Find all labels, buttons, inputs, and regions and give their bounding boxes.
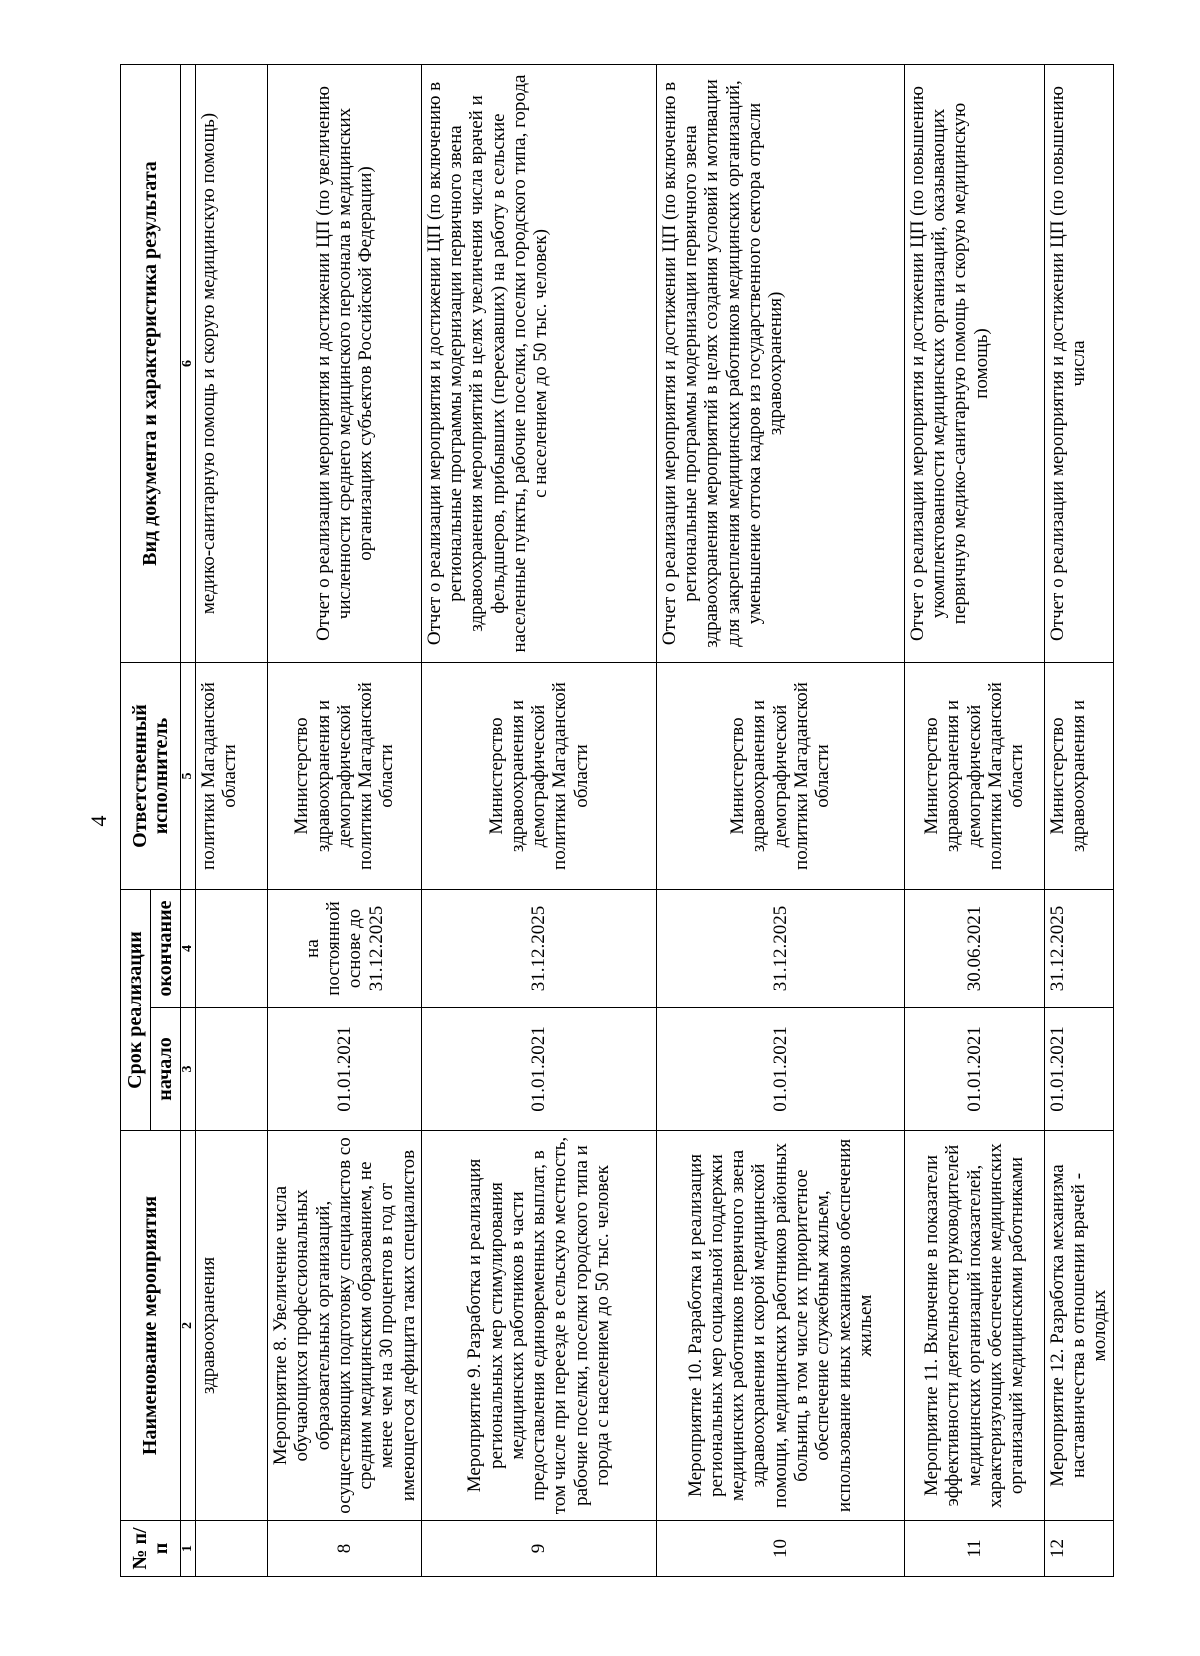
row-doc: Отчет о реализации мероприятия и достижении ЦП (по повышению укомплектованности медицинских организаций, оказывающих первичную медико-санитарную помощь и скорую медицинскую помощь): [904, 65, 1044, 663]
column-number: 6: [181, 65, 196, 663]
table-row: [421, 65, 656, 1577]
row-doc: Отчет о реализации мероприятия и достижении ЦП (по включению в региональные программы модернизации первичного звена здравоохранения мероприятий в целях создания условий и мотивации для закрепления медицинских работников медицинских организаций, уменьшение оттока кадров из государственного сектора отрасли здравоохранения): [656, 65, 904, 663]
row-doc: Отчет о реализации мероприятия и достижении ЦП (по повышению числа: [1044, 65, 1113, 663]
row-end: 31.12.2025: [421, 890, 656, 1008]
row-responsible: Министерство здравоохранения и демографической политики Магаданской области: [421, 663, 656, 890]
row-name: Мероприятие 10. Разработка и реализация региональных мер социальной поддержки медицинских работников первичного звена здравоохранения и скорой медицинской помощи, медицинских работников районных больниц, в том числе их приоритетное обеспечение служебным жильем, использование иных механизмов обеспечения жильем: [656, 1131, 904, 1521]
row-doc: медико-санитарную помощь и скорую медицинскую помощь): [196, 65, 268, 663]
row-num: 8: [268, 1521, 422, 1577]
row-responsible: Министерство здравоохранения и демографической политики Магаданской области: [904, 663, 1044, 890]
header-period: Срок реализации: [121, 890, 151, 1131]
activities-table: [120, 64, 1114, 1577]
row-end: 31.12.2025: [1044, 890, 1113, 1008]
table-row: [1044, 65, 1113, 1577]
row-doc: Отчет о реализации мероприятия и достижении ЦП (по включению в региональные программы модернизации первичного звена здравоохранения мероприятий в целях увеличения числа врачей и фельдшеров, прибывших (переехавших) на работу в сельские населенные пункты, рабочие поселки, поселки городского типа, города с населением до 50 тыс. человек): [421, 65, 656, 663]
row-end: на постоянной основе до 31.12.2025: [268, 890, 422, 1008]
row-name: Мероприятие 12. Разработка механизма наставничества в отношении врачей - молодых: [1044, 1131, 1113, 1521]
row-start: 01.01.2021: [421, 1008, 656, 1131]
column-number: 3: [181, 1008, 196, 1131]
row-start: 01.01.2021: [656, 1008, 904, 1131]
header-responsible: Ответственный исполнитель: [121, 663, 181, 890]
header-name: Наименование мероприятия: [121, 1131, 181, 1521]
row-responsible: Министерство здравоохранения и демографической политики Магаданской области: [268, 663, 422, 890]
row-name: Мероприятие 11. Включение в показатели эффективности деятельности руководителей медицинских организаций показателей, характеризующих обеспечение медицинских организаций медицинскими работниками: [904, 1131, 1044, 1521]
row-num: 11: [904, 1521, 1044, 1577]
header-end: окончание: [151, 890, 181, 1008]
row-responsible: Министерство здравоохранения и: [1044, 663, 1113, 890]
header-start: начало: [151, 1008, 181, 1131]
table-row: [196, 65, 268, 1577]
row-num: 9: [421, 1521, 656, 1577]
row-name: Мероприятие 9. Разработка и реализация региональных мер стимулирования медицинских работников в части предоставления единовременных выплат, в том числе при переезде в сельскую местность, рабочие поселки, поселки городского типа и города с населением до 50 тыс. человек: [421, 1131, 656, 1521]
column-number: 5: [181, 663, 196, 890]
row-end: 31.12.2025: [656, 890, 904, 1008]
table-row: [268, 65, 422, 1577]
row-start: [196, 1008, 268, 1131]
header-num: № п/п: [121, 1521, 181, 1577]
row-responsible: политики Магаданской области: [196, 663, 268, 890]
row-num: 10: [656, 1521, 904, 1577]
row-num: 12: [1044, 1521, 1113, 1577]
header-doc: Вид документа и характеристика результата: [121, 65, 181, 663]
table-row: [904, 65, 1044, 1577]
row-end: 30.06.2021: [904, 890, 1044, 1008]
row-name: здравоохранения: [196, 1131, 268, 1521]
column-number: 4: [181, 890, 196, 1008]
row-end: [196, 890, 268, 1008]
row-doc: Отчет о реализации мероприятия и достижении ЦП (по увеличению численности среднего медицинского персонала в медицинских организациях субъектов Российской Федерации): [268, 65, 422, 663]
row-responsible: Министерство здравоохранения и демографической политики Магаданской области: [656, 663, 904, 890]
column-number: 1: [181, 1521, 196, 1577]
row-num: [196, 1521, 268, 1577]
page-number: 4: [86, 815, 111, 827]
row-start: 01.01.2021: [268, 1008, 422, 1131]
row-start: 01.01.2021: [904, 1008, 1044, 1131]
row-name: Мероприятие 8. Увеличение числа обучающихся профессиональных образовательных организаций, осуществляющих подготовку специалистов со средним медицинским образованием, не менее чем на 30 процентов в год от имеющегося дефицита таких специалистов: [268, 1131, 422, 1521]
table-row: [656, 65, 904, 1577]
rotated-page: [120, 65, 1111, 1577]
row-start: 01.01.2021: [1044, 1008, 1113, 1131]
column-number: 2: [181, 1131, 196, 1521]
